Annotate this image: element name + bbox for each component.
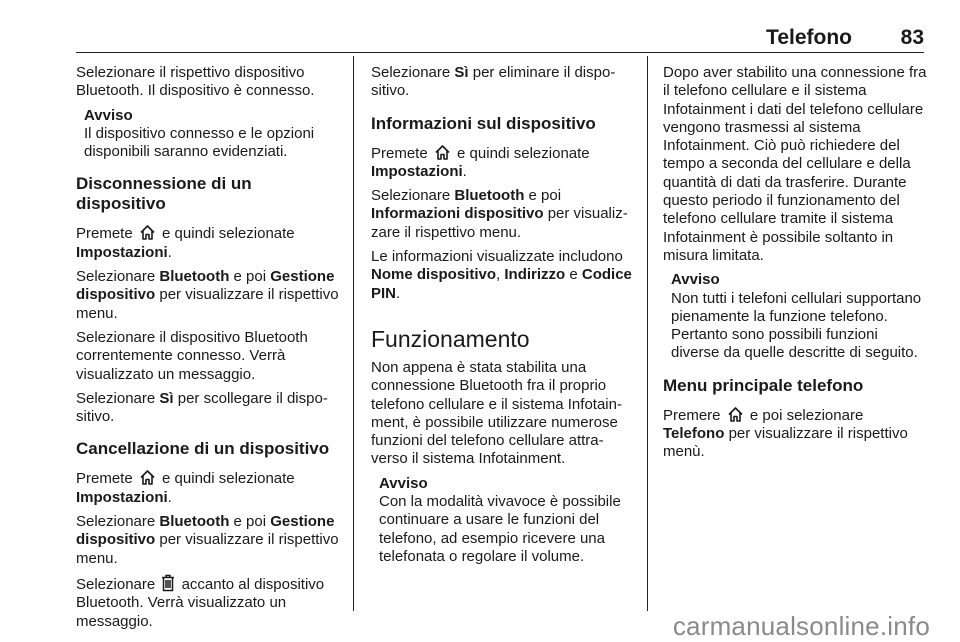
note-title: Avviso [379,474,428,492]
paragraph: Non appena è stata stabilita una connessione Bluetooth fra il proprio telefono cellulare e il sistema Infotainment, è possibile utilizzare numerose funzioni del telefono cellulare attraverso il sistema Infotainment. [371,358,622,468]
home-icon [434,144,451,161]
section-heading: Disconnessione di un dispositivo [76,174,252,214]
paragraph: Selezionare Bluetooth e poi Informazioni dispositivo per visualizzare il rispettivo menu. [371,187,628,241]
note-box [671,271,928,362]
paragraph: Premete e quindi selezionate Impostazioni. [76,225,295,261]
home-icon [727,406,744,423]
note-text: Il dispositivo connesso e le opzioni disponibili saranno evidenziati. [84,124,315,161]
chapter-heading: Funzionamento [371,325,530,352]
paragraph: Le informazioni visualizzate includono Nome dispositivo, Indirizzo e Codice PIN. [371,248,632,302]
paragraph: Dopo aver stabilito una connessione fra il telefono cellulare e il sistema Infotainment i dati del telefono cellulare vengono trasmessi al sistema Infotainment. Ciò può richiedere del tempo a seconda del cellulare e della quantità di dati da trasferire. Durante questo periodo il funzionamento del telefono cellulare tramite il sistema Infotainment è possibile soltanto in misura limitata. [663,64,927,264]
trash-icon [161,574,175,592]
note-title: Avviso [84,106,133,124]
paragraph: Premete e quindi selezionate Impostazioni. [371,144,590,180]
column-1 [76,64,344,637]
home-icon [139,224,156,241]
note-box [379,475,634,566]
section-heading: Informazioni sul dispositivo [371,113,596,133]
paragraph: Selezionare il dispositivo Bluetooth correntemente connesso. Verrà visualizzato un messaggio. [76,328,308,383]
paragraph: Selezionare il rispettivo dispositivo Bluetooth. Il dispositivo è connesso. [76,64,315,100]
page-title: Telefono [766,26,852,49]
column-2 [371,64,634,572]
column-divider [353,56,354,611]
paragraph: Selezionare Sì per scollegare il dispositivo. [76,389,328,426]
note-text: Con la modalità vivavoce è possibile continuare a usare le funzioni del telefono, ad esempio ricevere una telefonata o regolare il volume. [379,493,621,565]
page-number: 83 [900,26,924,49]
paragraph: Premere e poi selezionare Telefono per visualizzare il rispettivo menù. [663,406,908,461]
note-title: Avviso [671,271,720,289]
section-heading: Menu principale telefono [663,375,864,395]
note-text: Non tutti i telefoni cellulari supportano pienamente la funzione telefono. Pertanto sono possibili funzioni diverse da quelle descritte di seguito. [671,289,922,362]
column-divider [647,56,648,611]
paragraph: Selezionare Bluetooth e poi Gestione dispositivo per visualizzare il rispettivo menu. [76,513,339,567]
home-icon [139,469,156,486]
watermark: carmanualsonline.info [672,611,930,641]
paragraph: Selezionare Sì per eliminare il dispositivo. [371,64,616,100]
paragraph: Premete e quindi selezionate Impostazioni. [76,470,295,506]
note-box [84,107,344,162]
page-header [76,26,924,52]
paragraph: Selezionare accanto al dispositivo Bluetooth. Verrà visualizzato un messaggio. [76,575,325,630]
section-heading: Cancellazione di un dispositivo [76,439,330,459]
header-rule [76,52,924,53]
paragraph: Selezionare Bluetooth e poi Gestione dispositivo per visualizzare il rispettivo menu. [76,268,339,322]
column-3 [663,64,928,468]
